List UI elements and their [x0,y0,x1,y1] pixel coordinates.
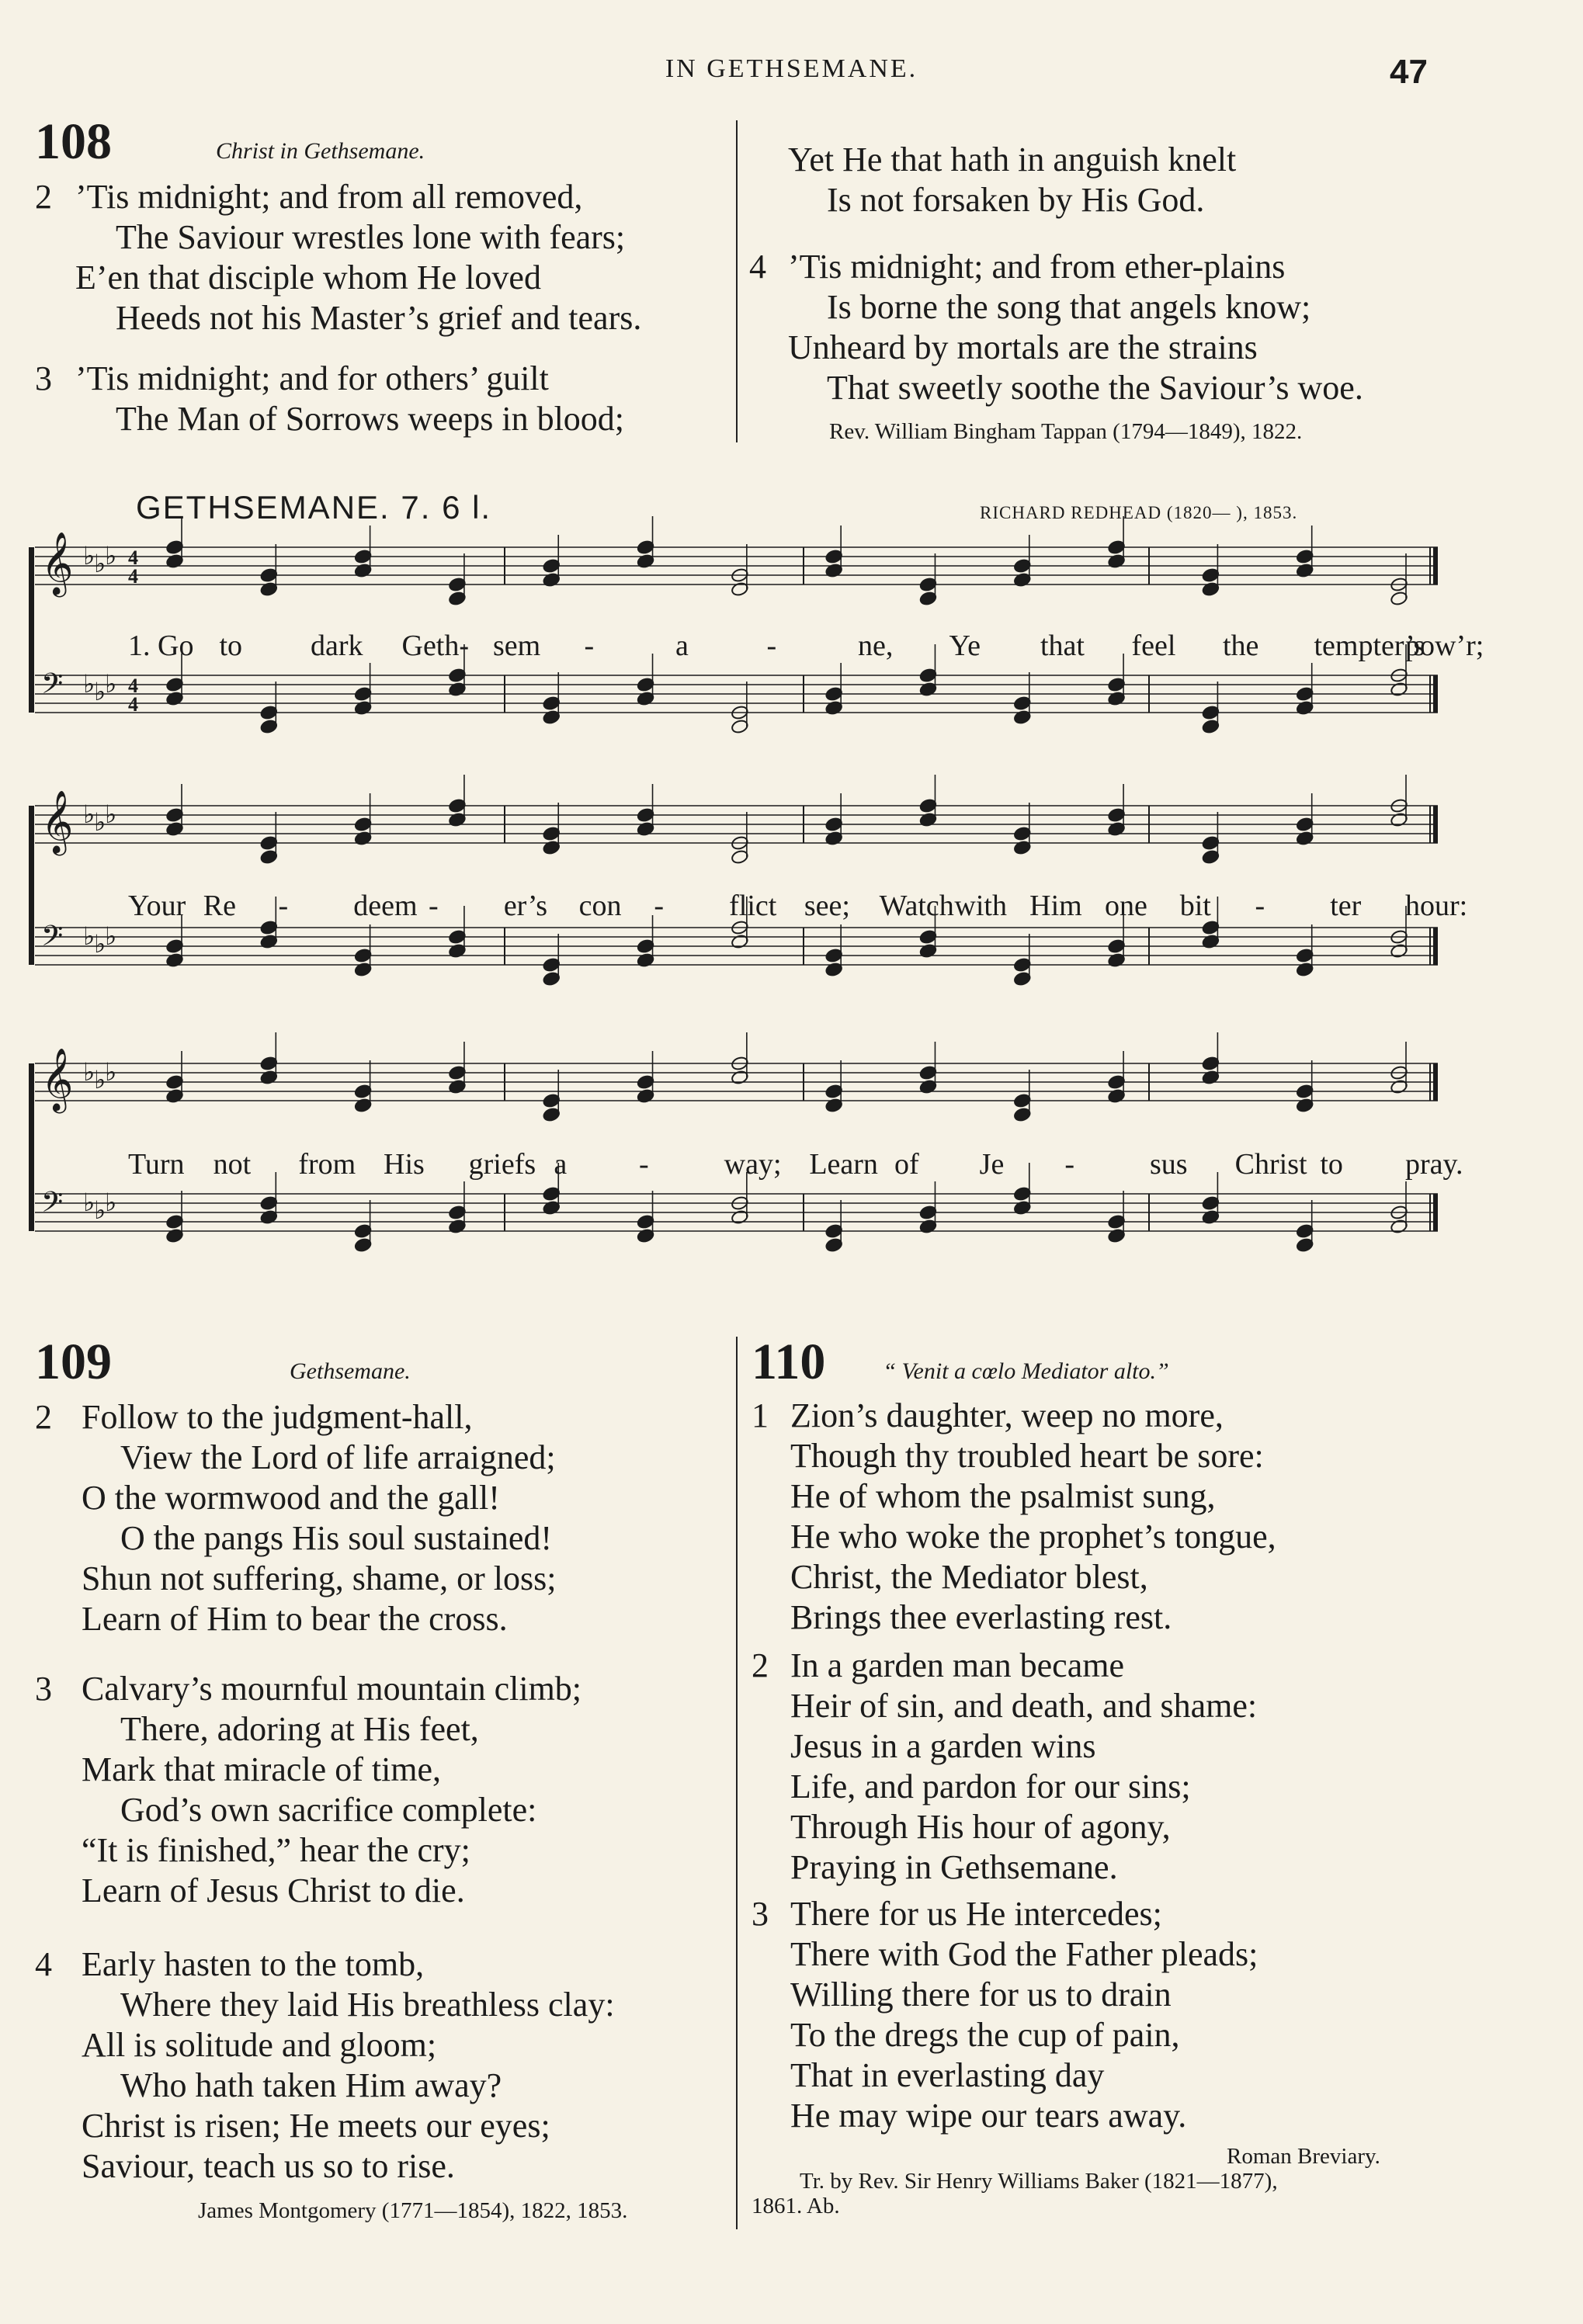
tune-name: GETHSEMANE. 7. 6 l. [136,489,492,526]
time-signature-bottom: 4 [128,565,138,588]
lyric-syllable: not [213,1148,252,1181]
verse-line: Learn of Him to bear the cross. [82,1600,508,1638]
lyric-syllable: pray. [1405,1148,1463,1181]
verse-line: ’Tis midnight; and from ether-plains [788,248,1286,286]
stanza-number: 2 [35,178,52,216]
verse-line: ’Tis midnight; and for others’ guilt [75,359,549,397]
final-barline [1433,806,1438,843]
verse-line: There for us He intercedes; [790,1895,1162,1933]
hymn-110-source: Roman Breviary. [1227,2144,1380,2169]
verse-line: Christ is risen; He meets our eyes; [82,2107,550,2145]
flat-sign: ♭ [83,800,95,828]
verse-line: Learn of Jesus Christ to die. [82,1871,465,1909]
lyric-syllable: bit [1179,890,1211,922]
staff-systems [29,516,1438,1253]
verse-line: He of whom the psalmist sung, [790,1477,1216,1515]
lyric-syllable: from [298,1148,356,1181]
lyric-syllable: 1. Go [128,630,194,662]
hymn-number: 109 [35,1334,112,1390]
verse-line: He may wipe our tears away. [790,2097,1187,2135]
system-bracket [29,806,34,965]
verse-line: There with God the Father pleads; [790,1935,1258,1973]
verse-line: Christ, the Mediator blest, [790,1558,1148,1596]
lyric-syllable: - [429,890,439,922]
lyric-syllable: the [1223,630,1259,662]
lyric-syllable: a [675,630,689,662]
lyric-syllable: tempter’s [1314,630,1425,662]
hymn-title: Christ in Gethsemane. [216,138,425,164]
hymn-109-stanza-2 [35,1397,734,1639]
hymn-110-translator-date: 1861. Ab. [752,2194,840,2218]
lyric-syllable: Your [128,890,186,922]
flat-sign: ♭ [83,922,95,950]
page-number: 47 [1390,53,1428,91]
verse-line: Brings thee everlasting rest. [790,1598,1172,1636]
lyric-syllable: to [1320,1148,1343,1181]
lyric-syllable: Geth- [401,630,470,662]
lyric-syllable: - [1064,1148,1074,1181]
lyric-syllable: - [654,890,664,922]
verse-line: Jesus in a garden wins [790,1727,1096,1765]
verse-line: Zion’s daughter, weep no more, [790,1396,1224,1434]
verse-line: Heir of sin, and death, and shame: [790,1687,1258,1725]
lyric-syllable: feel [1131,630,1176,662]
verse-line: Unheard by mortals are the strains [788,328,1258,366]
flat-sign: ♭ [83,670,95,698]
flat-sign: ♭ [94,1066,106,1094]
final-barline [1433,1194,1438,1231]
lyric-syllable: Learn [809,1148,878,1181]
treble-clef: 𝄞 [41,534,74,594]
flat-sign: ♭ [94,808,106,836]
hymn-number: 110 [752,1334,826,1390]
lyric-syllable: way; [724,1148,782,1181]
verse-line: Praying in Gethsemane. [790,1848,1118,1886]
lyric-syllable: hour: [1405,890,1468,922]
verse-line: Is not forsaken by His God. [827,181,1205,219]
verse-line: In a garden man became [790,1646,1124,1684]
stanza-number: 2 [752,1646,769,1684]
final-barline [1433,547,1438,584]
lyric-syllable: one [1104,890,1147,922]
system-bracket [29,547,34,713]
flat-sign: ♭ [105,670,117,698]
verse-line: Who hath taken Him away? [120,2066,502,2104]
lyric-syllable: - [584,630,595,662]
verse-line: Follow to the judgment-hall, [82,1398,473,1436]
lyric-syllable: Je [979,1148,1005,1181]
final-barline [1433,675,1438,713]
verse-line: Where they laid His breathless clay: [120,1986,615,2024]
verse-line: The Saviour wrestles lone with fears; [116,218,626,256]
verse-line: “It is finished,” hear the cry; [82,1831,470,1869]
lyric-syllable: flict [729,890,777,922]
flat-sign: ♭ [105,922,117,950]
stanza-number: 4 [749,248,766,286]
verse-line: Saviour, teach us so to rise. [82,2147,455,2185]
hymn-110-stanza-2 [752,1646,1567,1888]
stanza-number: 4 [35,1945,52,1983]
flat-sign: ♭ [94,930,106,958]
hymn-110-stanza-3 [752,1894,1567,2136]
lyric-syllable: ne, [858,630,894,662]
lyric-syllable: - [1255,890,1265,922]
verse-line: Is borne the song that angels know; [827,288,1311,326]
verse-line: That sweetly soothe the Saviour’s woe. [827,369,1363,407]
lyric-syllable: - [639,1148,649,1181]
hymn-110-translator: Tr. by Rev. Sir Henry Williams Baker (1821—1877), [800,2169,1278,2194]
bass-clef: 𝄢 [41,668,64,706]
lyric-syllable: that [1040,630,1085,662]
verse-line: Through His hour of agony, [790,1808,1171,1846]
lyric-syllable: of [894,1148,919,1181]
verse-line: Heeds not his Master’s grief and tears. [116,299,642,337]
verse-line: To the dregs the cup of pain, [790,2016,1180,2054]
stanza-number: 2 [35,1398,52,1436]
hymn-109-stanza-3 [35,1669,734,1911]
verse-line: He who woke the prophet’s tongue, [790,1518,1276,1556]
verse-line: ’Tis midnight; and from all removed, [75,178,583,216]
lyric-syllable: to [219,630,243,662]
lyric-syllable: pow’r; [1405,630,1484,662]
lyric-syllable: ter [1330,890,1362,922]
verse-line: All is solitude and gloom; [82,2026,437,2064]
lyric-syllable: Christ [1234,1148,1307,1181]
lyric-syllable: Re [203,890,236,922]
final-barline [1433,1063,1438,1101]
lyric-syllable: Turn [128,1148,185,1181]
hymn-title: “ Venit a cœlo Mediator alto.” [883,1358,1169,1384]
hymn-110-stanza-1 [752,1396,1567,1638]
verse-line: View the Lord of life arraigned; [120,1438,556,1476]
verse-line: Shun not suffering, shame, or loss; [82,1559,557,1597]
verse-line: Life, and pardon for our sins; [790,1767,1191,1805]
lyric-syllable: - [766,630,777,662]
verse-line: Calvary’s mournful mountain climb; [82,1670,582,1708]
hymn-109-author: James Montgomery (1771—1854), 1822, 1853. [198,2198,628,2223]
flat-sign: ♭ [105,800,117,828]
flat-sign: ♭ [94,550,106,578]
hymn-108-author: Rev. William Bingham Tappan (1794—1849), 1822. [829,419,1303,444]
flat-sign: ♭ [105,542,117,570]
flat-sign: ♭ [83,542,95,570]
lyric-syllable: er’s [503,890,548,922]
treble-clef: 𝄞 [41,793,74,852]
flat-sign: ♭ [83,1058,95,1086]
lyric-syllable: His [384,1148,425,1181]
stanza-number: 3 [752,1895,769,1933]
flat-sign: ♭ [105,1058,117,1086]
bass-clef: 𝄢 [41,921,64,959]
lyric-syllable: sus [1150,1148,1188,1181]
verse-line: E’en that disciple whom He loved [75,258,541,297]
treble-clef: 𝄞 [41,1050,74,1110]
lyric-syllable: see; [804,890,850,922]
verse-line: Willing there for us to drain [790,1975,1172,2014]
stanza-number: 1 [752,1396,769,1434]
final-barline [1433,928,1438,965]
verse-line: Yet He that hath in anguish knelt [788,140,1237,179]
verse-line: Though thy troubled heart be sore: [790,1437,1264,1475]
verse-line: O the pangs His soul sustained! [120,1519,553,1557]
system-bracket [29,1063,34,1231]
bass-clef: 𝄢 [41,1187,64,1225]
hymn-109-header [35,1334,411,1390]
verse-line: There, adoring at His feet, [120,1710,479,1748]
flat-sign: ♭ [83,1188,95,1216]
column-divider [736,1337,738,2229]
lyric-syllable: - [278,890,289,922]
lyric-syllable: with [954,890,1007,922]
lyric-syllable: con [578,890,622,922]
verse-line: That in everlasting day [790,2056,1105,2094]
lyric-syllable: Ye [949,630,981,662]
verse-line: O the wormwood and the gall! [82,1479,500,1517]
running-head: IN GETHSEMANE. [665,54,918,83]
verse-line: The Man of Sorrows weeps in blood; [116,400,625,438]
hymn-number: 108 [35,113,112,170]
verse-line: Mark that miracle of time, [82,1750,442,1788]
verse-line: Early hasten to the tomb, [82,1945,425,1983]
hymn-109-stanza-4 [35,1944,734,2187]
lyric-syllable: Watch [879,890,954,922]
flat-sign: ♭ [94,1196,106,1224]
flat-sign: ♭ [94,678,106,706]
lyric-syllable: Him [1029,890,1082,922]
lyric-syllable: sem [493,630,541,662]
hymn-110-header [752,1334,1169,1390]
time-signature-top: 4 [128,546,138,569]
stanza-number: 3 [35,359,52,397]
lyric-syllable: deem [353,890,418,922]
lyric-syllable: dark [311,630,363,662]
time-signature-top: 4 [128,675,138,697]
stanza-number: 3 [35,1670,52,1708]
tune-composer: RICHARD REDHEAD (1820— ), 1853. [980,503,1298,522]
flat-sign: ♭ [105,1188,117,1216]
time-signature-bottom: 4 [128,693,138,716]
verse-line: God’s own sacrifice complete: [120,1791,537,1829]
lyric-syllable: griefs [468,1148,536,1181]
lyric-syllable: a [554,1148,568,1181]
hymn-title: Gethsemane. [290,1358,411,1384]
